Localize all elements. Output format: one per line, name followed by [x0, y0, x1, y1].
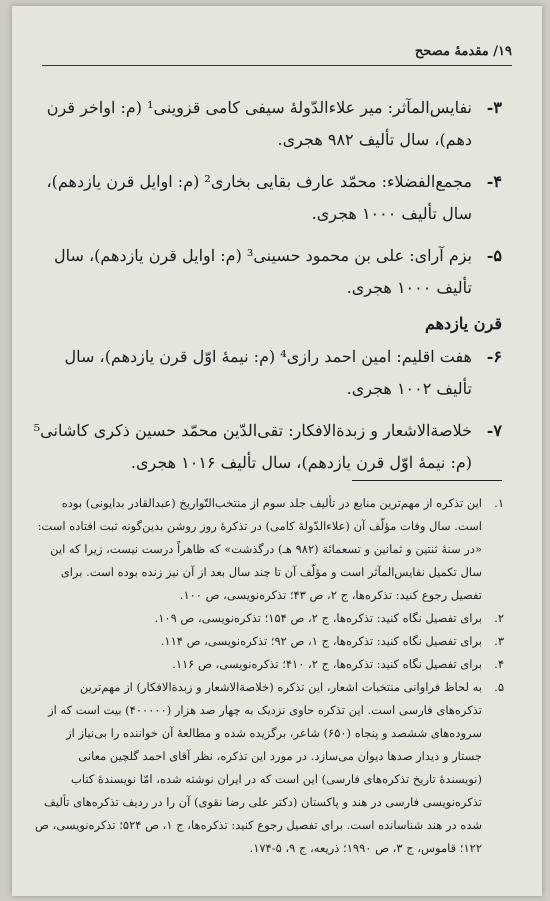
footnote	[34, 607, 504, 630]
list-item	[32, 415, 502, 479]
list-item	[32, 240, 502, 304]
section-heading: قرن یازدهم	[424, 314, 502, 333]
footnote	[34, 492, 504, 607]
footnote-text: برای تفصیل نگاه کنید: تذکره‌ها، ج ۱، ص ۹۲؛ تذکره‌نویسی، ص ۱۱۴.	[160, 634, 482, 648]
item-number: ۷-	[486, 421, 502, 440]
item-number: ۵-	[486, 246, 502, 265]
footnote	[34, 676, 504, 860]
item-number: ۳-	[486, 98, 502, 117]
item-text: خلاصة‌الاشعار و زبدة‌الافکار: تقی‌الدّین محمّد حسین ذکری کاشانی⁵ (م: نیمهٔ اوّل قرن یازدهم)، سال تألیف ۱۰۱۶ هجری.	[33, 421, 472, 472]
main-text	[32, 92, 502, 489]
footnote-text: برای تفصیل نگاه کنید: تذکره‌ها، ج ۲، ۴۱۰؛ تذکره‌نویسی، ص ۱۱۶.	[172, 657, 482, 671]
item-number: ۶-	[486, 347, 502, 366]
footnote-number: ۵.	[494, 680, 504, 694]
footnote-divider	[352, 480, 502, 481]
footnote	[34, 653, 504, 676]
footnote-number: ۴.	[494, 657, 504, 671]
item-text: نفایس‌المآثر: میر علاءالدّولهٔ سیفی کامی قزوینی¹ (م: اواخر قرن دهم)، سال تألیف ۹۸۲ هجری.	[46, 98, 472, 149]
item-text: بزم آرای: علی بن محمود حسینی³ (م: اوایل قرن یازدهم)، سال تألیف ۱۰۰۰ هجری.	[53, 246, 472, 297]
footnote	[34, 630, 504, 653]
item-text: مجمع‌الفضلاء: محمّد عارف بقایی بخاری² (م: اوایل قرن یازدهم)، سال تألیف ۱۰۰۰ هجری.	[46, 172, 472, 223]
item-text: هفت اقلیم: امین احمد رازی⁴ (م: نیمهٔ اوّل قرن یازدهم)، سال تألیف ۱۰۰۲ هجری.	[64, 347, 472, 398]
book-page	[12, 6, 542, 896]
footnote-text: برای تفصیل نگاه کنید: تذکره‌ها، ج ۲، ص ۱۵۴؛ تذکره‌نویسی، ص ۱۰۹.	[154, 611, 482, 625]
footnote-number: ۳.	[494, 634, 504, 648]
running-header: ۱۹/ مقدمهٔ مصحح	[42, 44, 512, 66]
list-item	[32, 341, 502, 405]
item-number: ۴-	[486, 172, 502, 191]
footnote-text: به لحاظ فراوانی منتخبات اشعار، این تذکره (خلاصة‌الاشعار و زبدة‌الافکار) از مهم‌ترین تذکره‌های فارسی است. این تذکره حاوی نزدیک به چهار صد هزار (۴۰۰۰۰۰) بیت است که از سروده‌های ششصد و پنجاه (۶۵۰) شاعر، برگزیده شده و مطالعهٔ آن خواننده را بی‌نیاز از جستار و دیدار صدها دیوان می‌سازد. در مورد این تذکره، نظر آقای احمد گلچین معانی (نویسندهٔ تاریخ تذکره‌های فارسی) این است که در ایران نوشته شده، امّا نویسندهٔ کتاب تذکره‌نویسی فارسی در هند و پاکستان (دکتر علی رضا نقوی) آن را در ردیف تذکره‌های تألیف شده در هند شناسانده است. برای تفصیل رجوع کنید: تذکره‌ها، ج ۱، ص ۵۲۴؛ تذکره‌نویسی، ص ۱۲۲؛ قاموس، ج ۳، ص ۱۹۹۰؛ ذریعه، ج ۹، ۵-۱۷۴.	[35, 680, 482, 855]
list-item	[32, 166, 502, 230]
list-item	[32, 92, 502, 156]
footnote-text: این تذکره از مهم‌ترین منابع در تألیف جلد سوم از منتخب‌التّواریخ (عبدالقادر بدایونی) بوده است. سال وفات مؤلّف آن (علاءالدّولهٔ کامی) در تذکرهٔ روز روشن بدین‌گونه ثبت افتاده است: «در سنهٔ ثنتین و ثمانین و تسعمائة (۹۸۲ هـ) درگذشت» که ظاهراً درست نیست، زیرا که این سال تکمیل نفایس‌المآثر است و مؤلّف آن تا چند سال بعد از آن نیز زنده بوده است. برای تفصیل رجوع کنید: تذکره‌ها، ج ۲، ص ۴۳؛ تذکره‌نویسی، ص ۱۰۰.	[37, 496, 482, 602]
footnote-number: ۱.	[494, 496, 504, 510]
footnotes	[34, 492, 504, 860]
footnote-number: ۲.	[494, 611, 504, 625]
